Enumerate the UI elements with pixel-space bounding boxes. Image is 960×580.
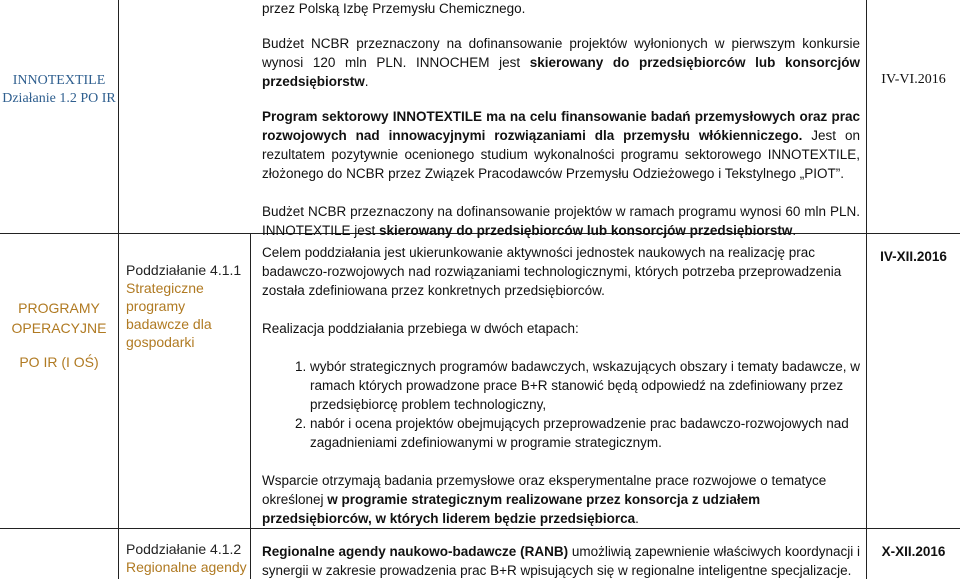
program-rest: Jest on rezultatem pozytywnie ocenionego studium wykonalności programu sektorowego INNOTEXTILE, złożonego do NCBR przez Związek Pracodawców Przemysłu Odzieżowego i Tekstylnego „PIOT”. bbox=[262, 128, 860, 181]
support-bold: w programie strategicznym realizowane przez konsorcja z udziałem przedsiębiorców, w których liderem będzie przedsiębiorca bbox=[262, 492, 761, 526]
top-line: przez Polską Izbę Przemysłu Chemicznego. bbox=[262, 1, 526, 16]
innotextile-title: INNOTEXTILE bbox=[12, 73, 106, 88]
support-text: Wsparcie otrzymają badania przemysłowe oraz eksperymentalne prace rozwojowe o tematyce określonej bbox=[262, 473, 827, 507]
row-divider-2 bbox=[0, 528, 960, 529]
support-paragraph bbox=[262, 471, 860, 528]
innochem-budget bbox=[262, 34, 860, 91]
goal-paragraph: Celem poddziałania jest ukierunkowanie aktywności jednostek naukowych na realizację prac badawczo-rozwojowych nad rozwiązaniami technologicznymi, których potrzeba przeprowadzenia została zdefiniowana przez konkretnych przedsiębiorców. bbox=[262, 245, 842, 298]
stages-intro: Realizacja poddziałania przebiega w dwóch etapach: bbox=[262, 321, 579, 336]
poddzialanie-412 bbox=[126, 540, 248, 576]
poddzialanie-412-date: X-XII.2016 bbox=[881, 544, 946, 559]
innotextile-budget-end: . bbox=[792, 223, 797, 238]
innochem-budget-bold: skierowany do przedsiębiorców lub konsorcjów przedsiębiorstw bbox=[262, 55, 860, 89]
programy-sub: PO IR (I OŚ) bbox=[19, 354, 99, 370]
program-paragraph bbox=[262, 107, 860, 183]
poddzialanie-412-name: Regionalne agendy bbox=[126, 559, 247, 575]
innotextile-label bbox=[0, 72, 118, 108]
poddzialanie-411-name: Strategiczne programy badawcze dla gospodarki bbox=[126, 280, 212, 350]
programy-title: PROGRAMY OPERACYJNE bbox=[11, 300, 107, 336]
innotextile-budget bbox=[262, 202, 860, 240]
innochem-budget-text: Budżet NCBR przeznaczony na dofinansowanie projektów wyłonionych w pierwszym konkursie wynosi 120 mln PLN. INNOCHEM jest bbox=[262, 36, 860, 70]
poddzialanie-411-description bbox=[262, 243, 860, 528]
ranb-rest: umożliwią zapewnienie właściwych koordynacji i synergii w zakresie prowadzenia prac B+R wpisujących się w regionalne inteligentne specjalizacje. bbox=[262, 544, 860, 578]
program-bold: Program sektorowy INNOTEXTILE ma na celu finansowanie badań przemysłowych oraz prac rozwojowych nad innowacyjnymi rozwiązaniami dla przemysłu włókienniczego. bbox=[262, 109, 860, 143]
innotextile-budget-text: Budżet NCBR przeznaczony na dofinansowanie projektów w ramach programu wynosi 60 mln PLN. INNOTEXTILE jest bbox=[262, 204, 860, 238]
innotextile-budget-bold: skierowany do przedsiębiorców lub konsorcjów przedsiębiorstw bbox=[379, 223, 793, 238]
ranb-paragraph bbox=[262, 542, 860, 580]
programy-label bbox=[0, 298, 118, 372]
stage-1: 1. wybór strategicznych programów badawczych, wskazujących obszary i tematy badawcze, w ramach których prowadzone prace B+R stanowić będą odpowiedź na zdefiniowany przez przedsiębiorcę problem technologiczny, bbox=[310, 357, 860, 414]
innochem-budget-end: . bbox=[364, 74, 369, 89]
innotextile-action: Działanie 1.2 PO IR bbox=[2, 91, 116, 106]
stages-list bbox=[262, 357, 860, 452]
poddzialanie-411-date: IV-XII.2016 bbox=[880, 249, 947, 264]
innotextile-description bbox=[262, 0, 860, 240]
ranb-bold: Regionalne agendy naukowo-badawcze (RANB) bbox=[262, 544, 569, 559]
innotextile-date: IV-VI.2016 bbox=[881, 72, 946, 87]
poddzialanie-411-title: Poddziałanie 4.1.1 bbox=[126, 262, 242, 278]
poddzialanie-411 bbox=[126, 261, 248, 351]
support-end: . bbox=[635, 511, 639, 526]
poddzialanie-412-title: Poddziałanie 4.1.2 bbox=[126, 541, 242, 557]
poddzialanie-412-description bbox=[262, 542, 860, 580]
stage-2: 2. nabór i ocena projektów obejmujących przeprowadzenie prac badawczo-rozwojowych nad zagadnieniami zdefiniowanymi w programie strategicznym. bbox=[310, 414, 860, 452]
